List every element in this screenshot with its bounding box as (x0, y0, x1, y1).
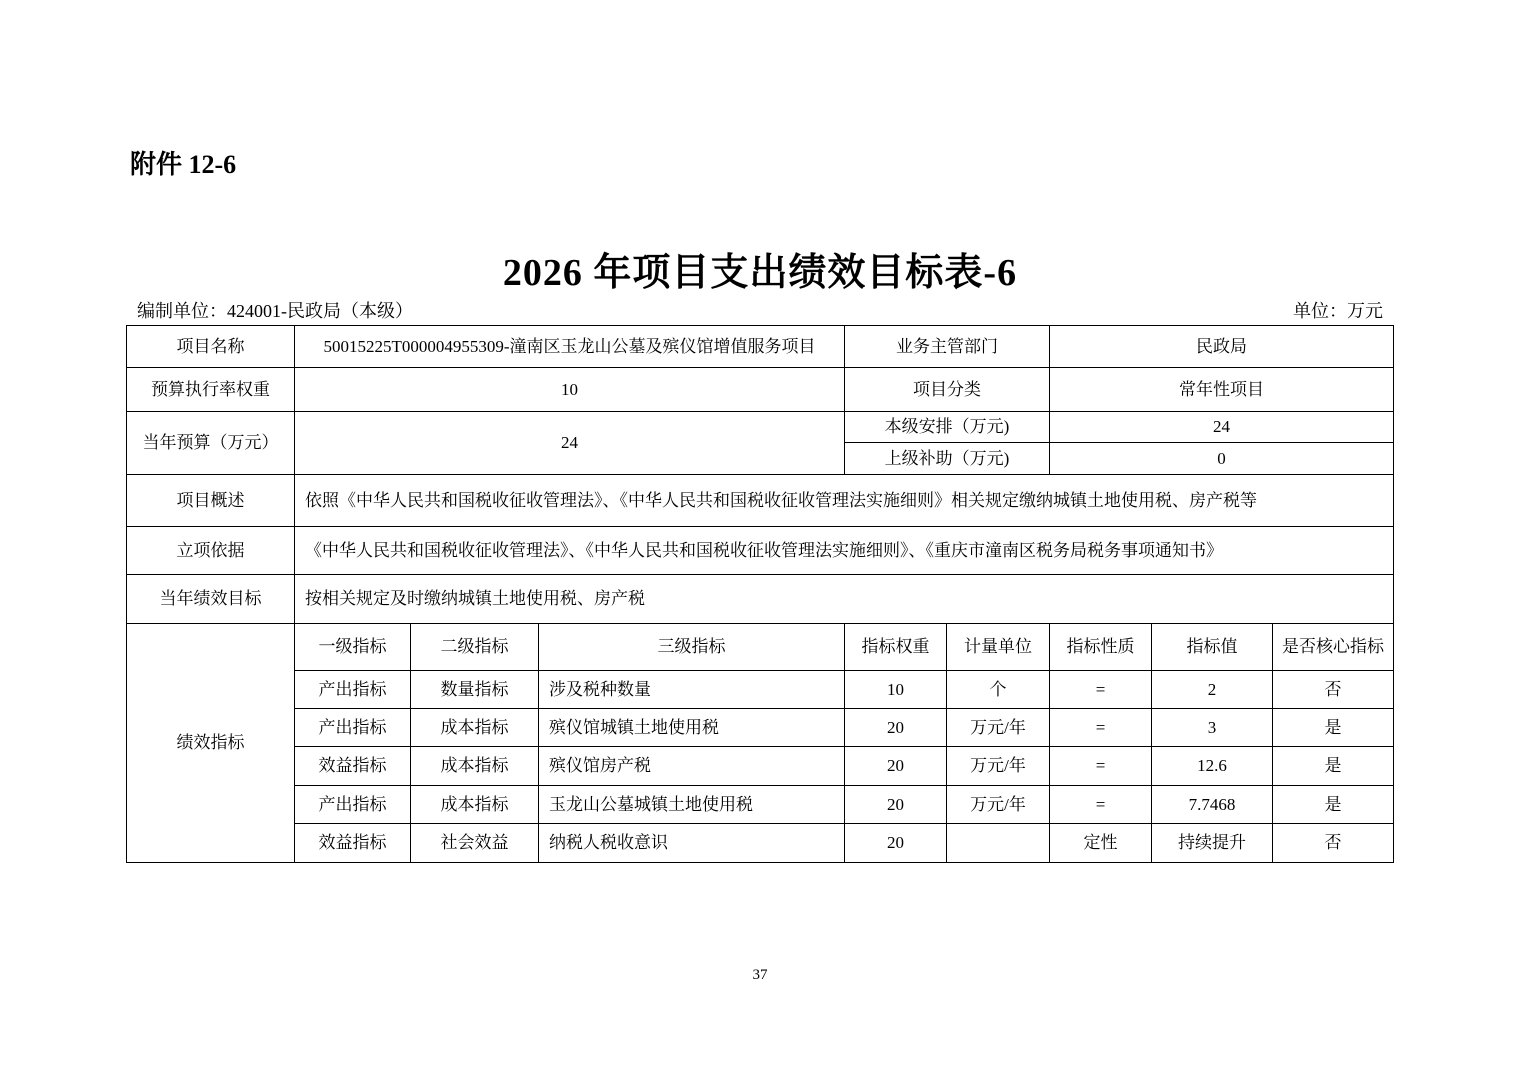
attachment-label: 附件 12-6 (130, 150, 237, 179)
cell-core: 是 (1273, 747, 1394, 786)
page-title: 2026 年项目支出绩效目标表-6 (502, 252, 1018, 294)
header-core: 是否核心指标 (1273, 624, 1394, 671)
cell-value: 12.6 (1152, 747, 1273, 786)
cell-core: 否 (1273, 824, 1394, 863)
table-row (127, 326, 1394, 368)
project-name-value: 50015225T000004955309-潼南区玉龙山公墓及殡仪馆增值服务项目 (295, 326, 845, 368)
cell-level3: 殡仪馆房产税 (539, 747, 845, 786)
cell-nature: 定性 (1050, 824, 1152, 863)
cell-level2: 社会效益 (411, 824, 539, 863)
cell-core: 否 (1273, 671, 1394, 709)
cell-weight: 20 (845, 824, 947, 863)
overview-value: 依照《中华人民共和国税收征收管理法》、《中华人民共和国税收征收管理法实施细则》相关规定缴纳城镇土地使用税、房产税等 (295, 475, 1394, 527)
basis-label: 立项依据 (127, 527, 295, 575)
header-level3: 三级指标 (539, 624, 845, 671)
cell-level1: 效益指标 (295, 747, 411, 786)
upper-subsidy-value: 0 (1050, 443, 1394, 475)
annual-goal-value: 按相关规定及时缴纳城镇土地使用税、房产税 (295, 575, 1394, 624)
cell-level1: 产出指标 (295, 709, 411, 747)
cell-level1: 效益指标 (295, 824, 411, 863)
annual-budget-value: 24 (295, 412, 845, 475)
local-allocation-value: 24 (1050, 412, 1394, 443)
cell-value: 持续提升 (1152, 824, 1273, 863)
indicator-row (127, 671, 1394, 709)
local-allocation-label: 本级安排（万元) (845, 412, 1050, 443)
header-nature: 指标性质 (1050, 624, 1152, 671)
cell-level2: 成本指标 (411, 709, 539, 747)
cell-unit: 个 (947, 671, 1050, 709)
compiling-unit: 编制单位：424001-民政局（本级） (137, 301, 413, 321)
header-level2: 二级指标 (411, 624, 539, 671)
budget-weight-label: 预算执行率权重 (127, 368, 295, 412)
cell-value: 7.7468 (1152, 786, 1273, 824)
table-row (127, 368, 1394, 412)
cell-level2: 数量指标 (411, 671, 539, 709)
cell-core: 是 (1273, 709, 1394, 747)
header-value: 指标值 (1152, 624, 1273, 671)
upper-subsidy-label: 上级补助（万元) (845, 443, 1050, 475)
table-row (127, 527, 1394, 575)
cell-level3: 殡仪馆城镇土地使用税 (539, 709, 845, 747)
project-name-label: 项目名称 (127, 326, 295, 368)
cell-level1: 产出指标 (295, 786, 411, 824)
table-row (127, 575, 1394, 624)
annual-goal-label: 当年绩效目标 (127, 575, 295, 624)
cell-nature: = (1050, 747, 1152, 786)
indicator-header-row (127, 624, 1394, 671)
cell-nature: = (1050, 671, 1152, 709)
cell-weight: 20 (845, 747, 947, 786)
department-value: 民政局 (1050, 326, 1394, 368)
cell-unit: 万元/年 (947, 747, 1050, 786)
cell-level3: 玉龙山公墓城镇土地使用税 (539, 786, 845, 824)
indicator-row (127, 786, 1394, 824)
project-category-value: 常年性项目 (1050, 368, 1394, 412)
cell-nature: = (1050, 709, 1152, 747)
cell-unit: 万元/年 (947, 786, 1050, 824)
cell-level1: 产出指标 (295, 671, 411, 709)
cell-unit: 万元/年 (947, 709, 1050, 747)
page-number: 37 (752, 967, 768, 983)
cell-weight: 20 (845, 786, 947, 824)
cell-unit (947, 824, 1050, 863)
annual-budget-label: 当年预算（万元） (127, 412, 295, 475)
cell-weight: 20 (845, 709, 947, 747)
cell-level2: 成本指标 (411, 747, 539, 786)
cell-level3: 涉及税种数量 (539, 671, 845, 709)
header-level1: 一级指标 (295, 624, 411, 671)
indicator-row (127, 709, 1394, 747)
cell-nature: = (1050, 786, 1152, 824)
performance-target-table (126, 325, 1394, 863)
indicator-row (127, 747, 1394, 786)
department-label: 业务主管部门 (845, 326, 1050, 368)
header-weight: 指标权重 (845, 624, 947, 671)
table-row (127, 475, 1394, 527)
indicator-row (127, 824, 1394, 863)
indicators-section-label: 绩效指标 (127, 624, 295, 863)
budget-weight-value: 10 (295, 368, 845, 412)
project-category-label: 项目分类 (845, 368, 1050, 412)
header-unit: 计量单位 (947, 624, 1050, 671)
cell-weight: 10 (845, 671, 947, 709)
overview-label: 项目概述 (127, 475, 295, 527)
cell-value: 3 (1152, 709, 1273, 747)
basis-value: 《中华人民共和国税收征收管理法》、《中华人民共和国税收征收管理法实施细则》、《重庆市潼南区税务局税务事项通知书》 (295, 527, 1394, 575)
cell-level3: 纳税人税收意识 (539, 824, 845, 863)
cell-value: 2 (1152, 671, 1273, 709)
currency-unit: 单位：万元 (1293, 301, 1383, 321)
cell-core: 是 (1273, 786, 1394, 824)
table-row (127, 412, 1394, 443)
cell-level2: 成本指标 (411, 786, 539, 824)
